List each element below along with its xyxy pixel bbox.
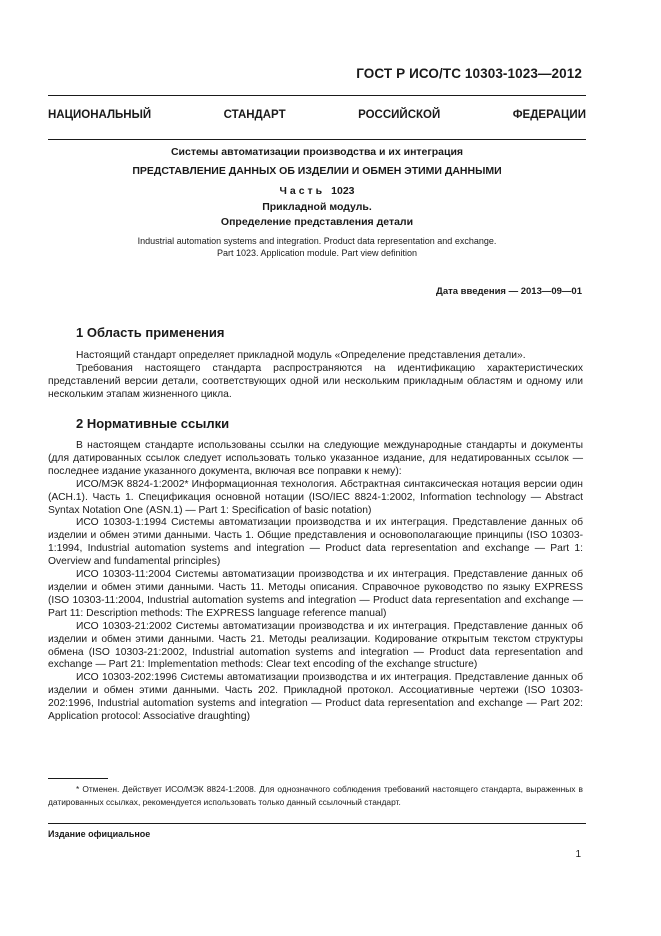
section-1-heading: 1 Область применения [76,325,225,340]
top-rule [48,95,586,96]
edition-label: Издание официальное [48,829,151,839]
gost-number: ГОСТ Р ИСО/ТС 10303-1023—2012 [356,66,582,81]
national-standard-banner [48,109,586,127]
paragraph: Настоящий стандарт определяет прикладной модуль «Определение представления детали». [76,350,526,361]
part-line [48,185,586,197]
footnote [48,783,583,809]
definition-title: Определение представления детали [220,216,414,228]
paragraph: Требования настоящего стандарта распространяются на идентификацию характеристических представлений версии детали, соответствующих одной или нескольким прикладным областям и одному или нескольким этапам жизненного цикла. [48,362,583,400]
part-number: 1023 [331,185,355,197]
title-main: Системы автоматизации производства и их интеграция [170,146,464,158]
section-2-body [48,440,583,724]
reference-item: ИСО 10303-1:1994 Системы автоматизации производства и их интеграция. Представление данных об изделии и обмен этими данными. Часть 1. Общие представления и основополагающие принципы (ISO 10303-1:1994, Industrial automation systems and integration — Product data representation and exchange — Part 1: Overview and fundamental principles) [48,517,583,568]
national-word-4: ФЕДЕРАЦИИ [512,109,586,121]
bottom-rule [48,823,586,824]
english-title-line-1: Industrial automation systems and integration. Product data representation and exchange. [137,236,497,246]
national-word-2: СТАНДАРТ [223,109,286,121]
title-caps: ПРЕДСТАВЛЕНИЕ ДАННЫХ ОБ ИЗДЕЛИИ И ОБМЕН ЭТИМИ ДАННЫМИ [132,165,502,177]
part-label: Часть [279,185,326,197]
page-number: 1 [575,849,581,860]
english-title-line-2: Part 1023. Application module. Part view definition [216,248,418,258]
paragraph: В настоящем стандарте использованы ссылки на следующие международные стандарты и документы (для датированных ссылок следует использовать только указанное издание, для недатированных ссылок — последнее издание указанного документа, включая все поправки к нему): [48,440,583,477]
application-module-title: Прикладной модуль. [262,201,372,213]
section-1-body [48,350,583,402]
national-word-3: РОССИЙСКОЙ [358,109,441,121]
introduction-date: Дата введения — 2013—09—01 [436,286,582,297]
footnote-separator [48,778,108,779]
reference-item: ИСО/МЭК 8824-1:2002* Информационная технология. Абстрактная синтаксическая нотация версии один (АСН.1). Часть 1. Спецификация основной нотации (ISO/IEC 8824-1:2002, Information technology — Abstract Syntax Notation One (ASN.1) — Part 1: Specification of basic notation) [48,478,583,516]
footnote-text: * Отменен. Действует ИСО/МЭК 8824-1:2008. Для однозначного соблюдения требований настоящего стандарта, выраженных в датированных ссылках, рекомендуется использовать только данный ссылочный стандарт. [48,784,583,807]
title-rule [48,139,586,140]
national-word-1: НАЦИОНАЛЬНЫЙ [48,109,152,121]
reference-item: ИСО 10303-21:2002 Системы автоматизации производства и их интеграция. Представление данных об изделии и обмен этими данными. Часть 21. Методы реализации. Кодирование открытым текстом структуры обмена (ISO 10303-21:2002, Industrial automation systems and integration — Product data representation and exchange — Part 21: Implementation methods: Clear text encoding of the exchange structure) [48,620,583,671]
reference-item: ИСО 10303-202:1996 Системы автоматизации производства и их интеграция. Представление данных об изделии и обмен этими данными. Часть 202. Прикладной протокол. Ассоциативные чертежи (ISO 10303-202:1996, Industrial automation systems and integration — Product data representation and exchange — Part 202: Application protocol: Associative draughting) [48,672,583,723]
section-2-heading: 2 Нормативные ссылки [76,416,230,431]
reference-item: ИСО 10303-11:2004 Системы автоматизации производства и их интеграция. Представление данных об изделии и обмен этими данными. Часть 11. Методы описания. Справочное руководство по языку EXPRESS (ISO 10303-11:2004, Industrial automation systems and integration — Product data representation and exchange — Part 11: Description methods: The EXPRESS language reference manual) [48,569,583,619]
